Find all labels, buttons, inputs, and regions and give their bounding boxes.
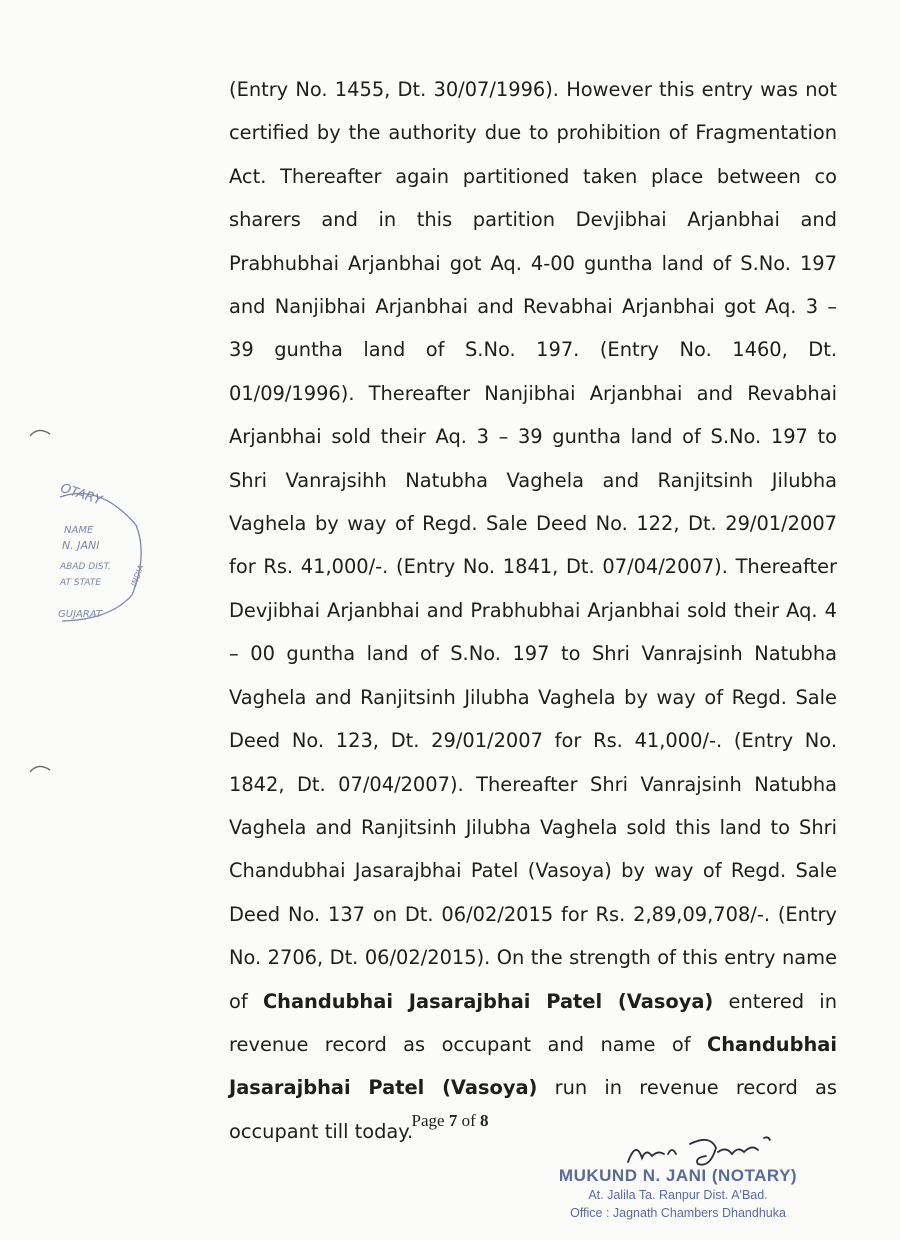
bold-occupant-name-2: Chandubhai Jasarajbhai Patel (Vasoya) — [229, 1032, 837, 1100]
seal-top-text: OTARY — [58, 480, 104, 509]
seal-bottom-text: GUJARAT — [58, 609, 103, 620]
notary-stamp — [548, 1166, 808, 1222]
bold-occupant-name-1: Chandubhai Jasarajbhai Patel (Vasoya) — [262, 989, 714, 1013]
page-number: Page 7 of 8 — [411, 1111, 489, 1130]
document-body — [229, 68, 837, 1153]
seal-notary-name: N. JANI — [62, 539, 100, 552]
notary-seal — [40, 475, 152, 625]
seal-side-text: INDIA — [129, 563, 146, 588]
margin-mark — [28, 760, 52, 776]
margin-mark — [28, 424, 52, 440]
body-text-part-1: (Entry No. 1455, Dt. 30/07/1996). However this entry was not certified by the authority due to prohibition of Fragmentation Act. Thereafter again partitioned taken place between co sharers and in this partition Devjibhai Arjanbhai and Prabhubhai Arjanbhai got Aq. 4-00 guntha land of S.No. 197 and Nanjibhai Arjanbhai and Revabhai Arjanbhai got Aq. 3 – 39 guntha land of S.No. 197. (Entry No. 1460, Dt. 01/09/1996). Thereafter Nanjibhai Arjanbhai and Revabhai Arjanbhai sold their Aq. 3 – 39 guntha land of S.No. 197 to Shri Vanrajsihh Natubha Vaghela and Ranjitsinh Jilubha Vaghela by way of Regd. Sale Deed No. 122, Dt. 29/01/2007 for Rs. 41,000/-. (Entry No. 1841, Dt. 07/04/2007). Thereafter Devjibhai Arjanbhai and Prabhubhai Arjanbhai sold their Aq. 4 – 00 guntha land of S.No. 197 to Shri Vanrajsinh Natubha Vaghela and Ranjitsinh Jilubha Vaghela by way of Regd. Sale Deed No. 123, Dt. 29/01/2007 for Rs. 41,000/-. (Entry No. 1842, Dt. 07/04/2007). Thereafter Shri Vanrajsinh Natubha Vaghela and Ranjitsinh Jilubha Vaghela sold this land to Shri Chandubhai Jasarajbhai Patel (Vasoya) by way of Regd. Sale Deed No. 137 on Dt. 06/02/2015 for Rs. 2,89,09,708/-. (Entry No. 2706, Dt. 06/02/2015). On the strength of this entry name of — [229, 78, 837, 1013]
seal-state: AT STATE — [60, 578, 101, 588]
body-text-part-3: run in revenue record as occupant till today. — [229, 1076, 837, 1143]
notary-office: Office : Jagnath Chambers Dhandhuka — [570, 1206, 786, 1220]
body-text-part-2: entered in revenue record as occupant and name of — [229, 989, 837, 1056]
notary-address: At. Jalila Ta. Ranpur Dist. A'Bad. — [588, 1188, 768, 1202]
seal-district: ABAD DIST. — [60, 562, 111, 572]
seal-name-label: NAME — [64, 525, 94, 536]
notary-name: MUKUND N. JANI (NOTARY) — [558, 1166, 798, 1185]
